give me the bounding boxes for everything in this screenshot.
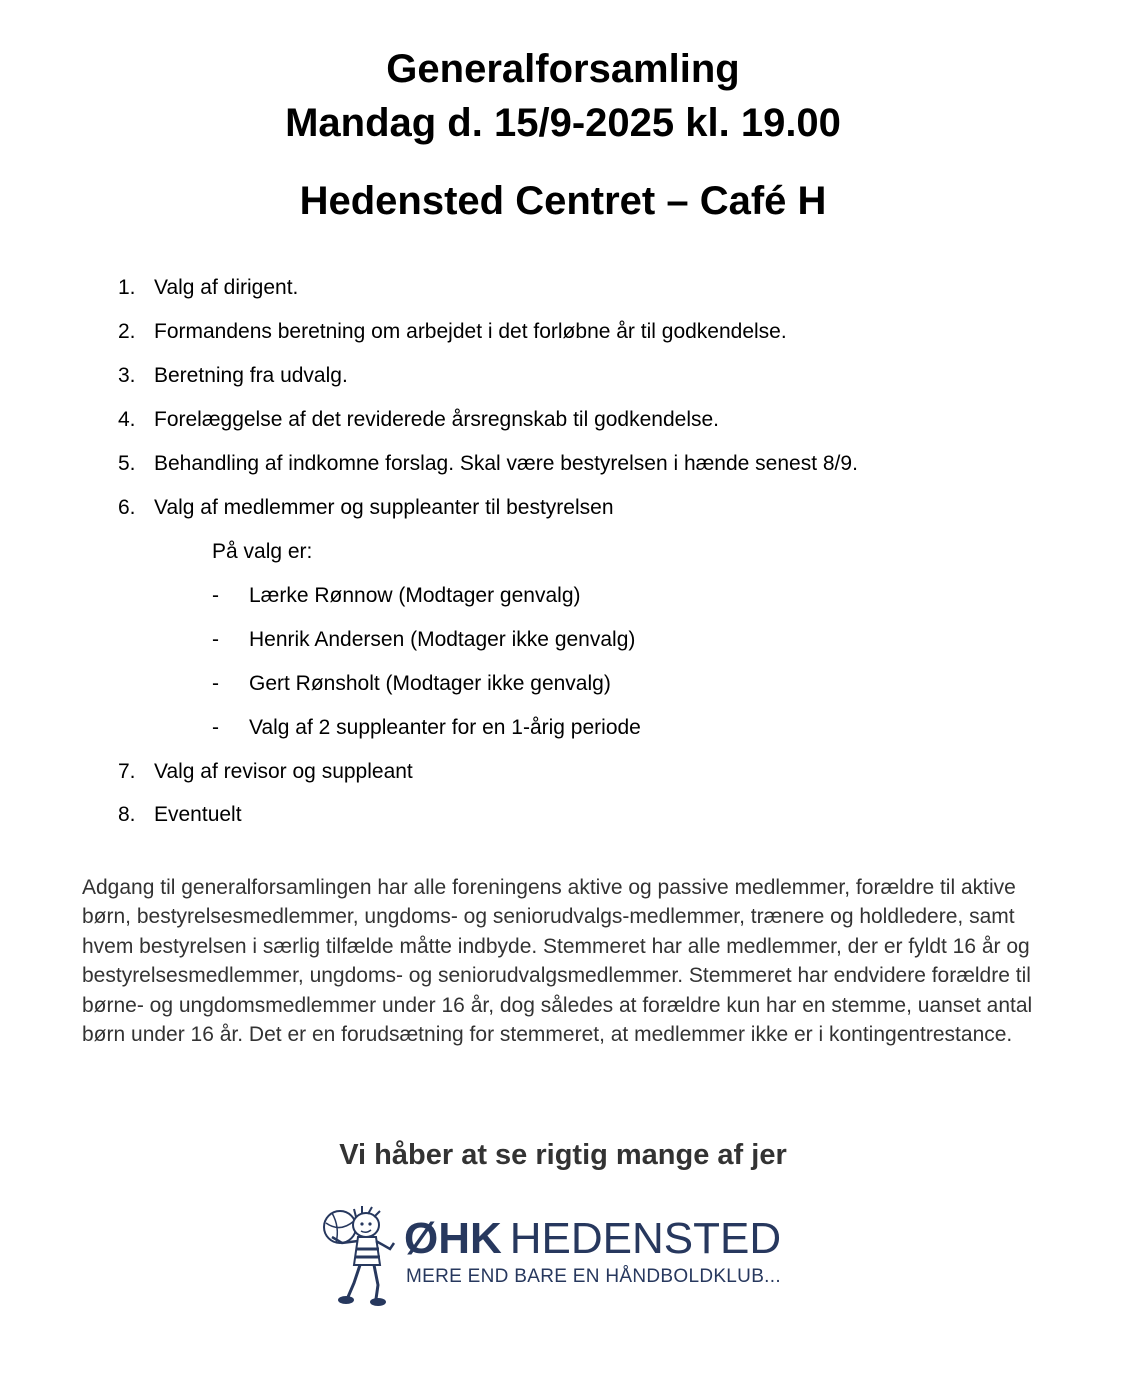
logo-brand: ØHK (404, 1214, 502, 1263)
logo-tagline: MERE END BARE EN HÅNDBOLDKLUB... (406, 1266, 781, 1287)
list-dash: - (212, 716, 219, 739)
club-logo (318, 1203, 818, 1307)
closing-text: Vi håber at se rigtig mange af jer (339, 1139, 787, 1171)
agenda-item-number: 7. (118, 760, 136, 783)
logo-wordmark (404, 1213, 781, 1265)
election-entry: Lærke Rønnow (Modtager genvalg) (249, 584, 581, 607)
agenda-item-number: 6. (118, 496, 136, 519)
agenda-item-text: Forelæggelse af det reviderede årsregnskab til godkendelse. (154, 408, 720, 431)
election-entry: Gert Rønsholt (Modtager ikke genvalg) (249, 672, 611, 695)
agenda-item-text: Formandens beretning om arbejdet i det forløbne år til godkendelse. (154, 320, 787, 343)
list-dash: - (212, 672, 219, 695)
meeting-datetime: Mandag d. 15/9-2025 kl. 19.00 (285, 101, 841, 145)
agenda-item-number: 4. (118, 408, 136, 431)
handball-mascot-icon (318, 1203, 398, 1307)
agenda-item-number: 3. (118, 364, 136, 387)
access-paragraph: Adgang til generalforsamlingen har alle foreningens aktive og passive medlemmer, forældre til aktive børn, bestyrelsesmedlemmer, ungdoms- og seniorudvalgs-medlemmer, trænere og holdledere, samt hvem bestyrelsen i særlig tilfælde måtte indbyde. Stemmeret har alle medlemmer, der er fyldt 16 år og bestyrelsesmedlemmer, ungdoms- og seniorudvalgsmedlemmer. Stemmeret har endvidere forældre til børne- og ungdomsmedlemmer under 16 år, dog således at forældre kun har en stemme, uanset antal børn under 16 år. Det er en forudsætning for stemmeret, at medlemmer ikke er i kontingentrestance. (82, 876, 1033, 1047)
election-entry: Henrik Andersen (Modtager ikke genvalg) (249, 628, 636, 651)
agenda-item-text: Valg af medlemmer og suppleanter til bestyrelsen (154, 496, 614, 519)
agenda-item-text: Behandling af indkomne forslag. Skal være bestyrelsen i hænde senest 8/9. (154, 452, 858, 475)
agenda-item-text: Eventuelt (154, 803, 242, 826)
agenda-item-number: 8. (118, 803, 136, 826)
agenda-item-number: 1. (118, 276, 136, 299)
agenda-item-text: Valg af dirigent. (154, 276, 299, 299)
agenda-item-text: Beretning fra udvalg. (154, 364, 348, 387)
meeting-venue: Hedensted Centret – Café H (299, 179, 827, 223)
election-entry: Valg af 2 suppleanter for en 1-årig periode (249, 716, 641, 739)
agenda-item-text: Valg af revisor og suppleant (154, 760, 413, 783)
agenda-item-number: 2. (118, 320, 136, 343)
election-heading: På valg er: (212, 540, 313, 563)
page-title: Generalforsamling (386, 47, 740, 91)
list-dash: - (212, 628, 219, 651)
agenda-item-number: 5. (118, 452, 136, 475)
list-dash: - (212, 584, 219, 607)
logo-name: HEDENSTED (509, 1214, 782, 1263)
